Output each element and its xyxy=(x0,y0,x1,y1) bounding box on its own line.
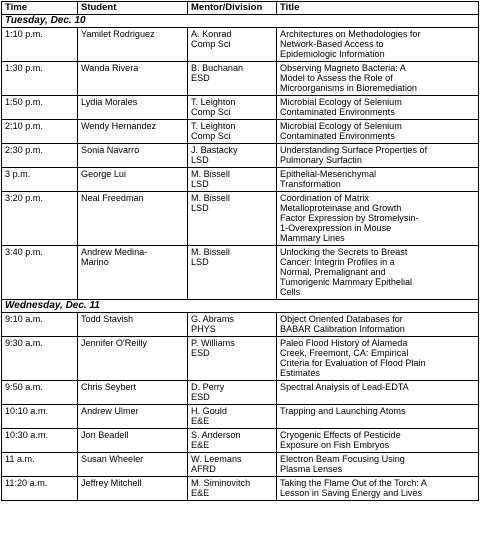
cell-title: Microbial Ecology of Selenium Contaminated Environments xyxy=(277,96,479,120)
cell-title: Taking the Flame Out of the Torch: A Lesson in Saving Energy and Lives xyxy=(277,477,479,501)
schedule-body xyxy=(2,15,479,501)
cell-time: 9:30 a.m. xyxy=(2,337,78,381)
cell-student: Jennifer O'Reilly xyxy=(78,337,188,381)
cell-mentor-division: T. Leighton Comp Sci xyxy=(188,120,277,144)
cell-mentor-division: M. Bissell LSD xyxy=(188,246,277,300)
cell-title: Trapping and Launching Atoms xyxy=(277,405,479,429)
cell-student: George Lui xyxy=(78,168,188,192)
cell-mentor-division: M. Bissell LSD xyxy=(188,192,277,246)
table-row xyxy=(2,168,479,192)
cell-title: Paleo Flood History of Alameda Creek, Freemont, CA: Empirical Criteria for Evaluation of Flood Plain Estimates xyxy=(277,337,479,381)
cell-student: Neal Freedman xyxy=(78,192,188,246)
table-row xyxy=(2,405,479,429)
cell-time: 11:20 a.m. xyxy=(2,477,78,501)
cell-student: Lydia Morales xyxy=(78,96,188,120)
cell-mentor-division: D. Perry ESD xyxy=(188,381,277,405)
cell-mentor-division: P. Williams ESD xyxy=(188,337,277,381)
cell-title: Epithelial-Mesenchymal Transformation xyxy=(277,168,479,192)
table-row xyxy=(2,96,479,120)
header-title: Title xyxy=(277,2,479,15)
header-mentor-division: Mentor/Division xyxy=(188,2,277,15)
cell-title: Microbial Ecology of Selenium Contaminated Environments xyxy=(277,120,479,144)
cell-title: Architectures on Methodologies for Network-Based Access to Epidemiologic Information xyxy=(277,28,479,62)
cell-mentor-division: G. Abrams PHYS xyxy=(188,313,277,337)
header-row xyxy=(2,2,479,15)
cell-mentor-division: M. Bissell LSD xyxy=(188,168,277,192)
table-row xyxy=(2,429,479,453)
table-row xyxy=(2,453,479,477)
table-row xyxy=(2,120,479,144)
cell-time: 2:30 p.m. xyxy=(2,144,78,168)
cell-student: Yamilet Rodriguez xyxy=(78,28,188,62)
cell-title: Electron Beam Focusing Using Plasma Lenses xyxy=(277,453,479,477)
table-row xyxy=(2,337,479,381)
cell-student: Wanda Rivera xyxy=(78,62,188,96)
cell-mentor-division: W. Leemans AFRD xyxy=(188,453,277,477)
header-student: Student xyxy=(78,2,188,15)
cell-student: Sonia Navarro xyxy=(78,144,188,168)
table-row xyxy=(2,144,479,168)
cell-mentor-division: A. Konrad Comp Sci xyxy=(188,28,277,62)
cell-student: Jeffrey Mitchell xyxy=(78,477,188,501)
cell-mentor-division: T. Leighton Comp Sci xyxy=(188,96,277,120)
cell-mentor-division: H. Gould E&E xyxy=(188,405,277,429)
cell-title: Unlocking the Secrets to Breast Cancer: Integrin Profiles in a Normal, Premalignant and Tumorigenic Mammary Epithelial Cells xyxy=(277,246,479,300)
cell-title: Coordination of Matrix Metalloproteinase and Growth Factor Expression by Stromelysin- 1-Overexpression in Mouse Mammary Lines xyxy=(277,192,479,246)
cell-title: Object Oriented Databases for BABAR Calibration Information xyxy=(277,313,479,337)
cell-mentor-division: S. Anderson E&E xyxy=(188,429,277,453)
day-row xyxy=(2,300,479,313)
table-row xyxy=(2,477,479,501)
cell-student: Jon Beadell xyxy=(78,429,188,453)
cell-time: 9:10 a.m. xyxy=(2,313,78,337)
cell-time: 10:10 a.m. xyxy=(2,405,78,429)
cell-title: Understanding Surface Properties of Pulmonary Surfactin xyxy=(277,144,479,168)
cell-time: 3:20 p.m. xyxy=(2,192,78,246)
table-row xyxy=(2,313,479,337)
cell-student: Chris Seybert xyxy=(78,381,188,405)
table-row xyxy=(2,192,479,246)
cell-time: 10:30 a.m. xyxy=(2,429,78,453)
cell-time: 3:40 p.m. xyxy=(2,246,78,300)
cell-title: Cryogenic Effects of Pesticide Exposure on Fish Embryos xyxy=(277,429,479,453)
cell-student: Andrew Medina- Marino xyxy=(78,246,188,300)
table-row xyxy=(2,28,479,62)
header-time: Time xyxy=(2,2,78,15)
cell-student: Todd Stavish xyxy=(78,313,188,337)
table-row xyxy=(2,381,479,405)
day-header-tuesday: Tuesday, Dec. 10 xyxy=(2,15,479,28)
cell-time: 3 p.m. xyxy=(2,168,78,192)
cell-time: 1:10 p.m. xyxy=(2,28,78,62)
table-row xyxy=(2,62,479,96)
cell-mentor-division: J. Bastacky LSD xyxy=(188,144,277,168)
cell-time: 1:30 p.m. xyxy=(2,62,78,96)
cell-time: 9:50 a.m. xyxy=(2,381,78,405)
cell-time: 1:50 p.m. xyxy=(2,96,78,120)
cell-student: Wendy Hernandez xyxy=(78,120,188,144)
day-header-wednesday: Wednesday, Dec. 11 xyxy=(2,300,479,313)
cell-student: Susan Wheeler xyxy=(78,453,188,477)
cell-student: Andrew Ulmer xyxy=(78,405,188,429)
cell-title: Observing Magneto Bacteria: A Model to Assess the Role of Microorganisms in Bioremediation xyxy=(277,62,479,96)
presentation-schedule-table xyxy=(1,1,479,501)
cell-time: 2:10 p.m. xyxy=(2,120,78,144)
cell-mentor-division: B. Buchanan ESD xyxy=(188,62,277,96)
day-row xyxy=(2,15,479,28)
cell-mentor-division: M. Siminovitch E&E xyxy=(188,477,277,501)
cell-time: 11 a.m. xyxy=(2,453,78,477)
cell-title: Spectral Analysis of Lead-EDTA xyxy=(277,381,479,405)
table-row xyxy=(2,246,479,300)
